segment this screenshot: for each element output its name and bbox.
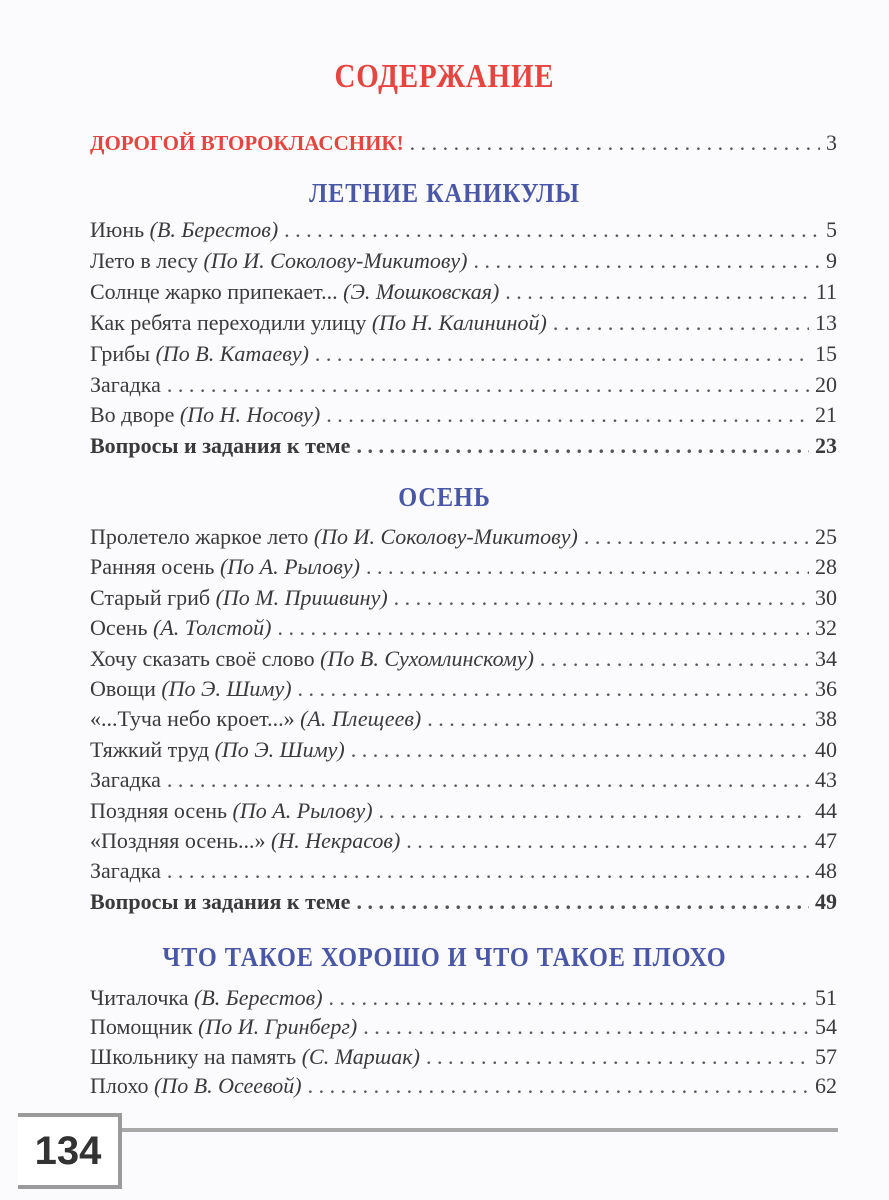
entry-title: Хочу сказать своё слово <box>90 645 315 671</box>
entry-author: (По А. Рылову) <box>232 797 373 823</box>
entry-author: (Н. Некрасов) <box>271 828 401 853</box>
entry-page: 15 <box>815 340 837 366</box>
dot-leader <box>426 1043 809 1071</box>
entry-page: 48 <box>815 858 837 884</box>
entry-author: (По Н. Калининой) <box>371 309 547 335</box>
dot-leader <box>356 432 809 460</box>
toc-entry <box>90 371 837 399</box>
toc-entry <box>90 247 837 275</box>
dot-leader <box>356 888 809 916</box>
entry-title: «Поздняя осень...» <box>90 828 266 853</box>
entry-title: Солнце жарко припекает... <box>90 278 338 304</box>
entry-page: 23 <box>815 433 837 459</box>
entry-title: Загадка <box>90 371 161 397</box>
entry-author: (По В. Катаеву) <box>155 340 309 366</box>
entry-page: 9 <box>826 247 837 273</box>
toc-entry <box>90 1072 837 1100</box>
entry-author: (По Н. Носову) <box>179 402 321 428</box>
entry-author: (По В. Сухомлинскому) <box>320 645 534 671</box>
entry-title: Июнь <box>90 217 145 242</box>
entry-author: (По И. Соколову-Микитову) <box>313 524 578 549</box>
entry-page: 40 <box>815 736 837 762</box>
dot-leader <box>379 797 809 825</box>
entry-title: Во дворе <box>90 402 175 428</box>
entry-title: Осень <box>90 615 148 641</box>
toc-entry <box>90 614 837 642</box>
entry-author: (С. Маршак) <box>301 1043 420 1069</box>
entry-page: 49 <box>815 888 837 914</box>
toc-entry <box>90 675 837 703</box>
entry-page: 36 <box>815 676 837 701</box>
entry-title: Вопросы и задания к теме <box>90 888 351 914</box>
entry-author: (В. Берестов) <box>194 985 323 1010</box>
toc-entry <box>90 736 837 764</box>
entry-author: (По Э. Шиму) <box>161 676 292 701</box>
entry-page: 3 <box>826 130 837 155</box>
entry-page: 34 <box>815 645 837 671</box>
entry-title: Читалочка <box>90 985 189 1010</box>
entry-page: 62 <box>815 1073 837 1099</box>
entry-page: 5 <box>826 217 837 242</box>
dot-leader <box>351 736 809 764</box>
entry-author: (По В. Осеевой) <box>153 1073 302 1099</box>
toc-entry <box>90 432 837 460</box>
toc-entry <box>90 309 837 337</box>
page-title: СОДЕРЖАНИЕ <box>334 58 555 95</box>
toc-entry <box>90 1013 837 1041</box>
entry-page: 57 <box>815 1043 837 1069</box>
dot-leader <box>284 216 820 244</box>
toc-entry <box>90 553 837 581</box>
entry-author: (По А. Рылову) <box>219 554 360 580</box>
entry-author: (Э. Мошковская) <box>343 278 500 304</box>
dot-leader <box>406 827 809 855</box>
entry-title: Старый гриб <box>90 584 211 610</box>
toc-entry <box>90 984 837 1012</box>
entry-page: 21 <box>815 402 837 428</box>
toc-entry <box>90 766 837 794</box>
dot-leader <box>329 984 809 1012</box>
entry-title: Пролетело жаркое лето <box>90 524 309 549</box>
toc-entry <box>90 584 837 612</box>
entry-title: Поздняя осень <box>90 797 228 823</box>
dot-leader <box>505 278 810 306</box>
dot-leader <box>315 340 809 368</box>
entry-title: Школьнику на память <box>90 1043 297 1069</box>
entry-page: 38 <box>815 706 837 732</box>
toc-entry <box>90 797 837 825</box>
dot-leader <box>167 371 809 399</box>
entry-page: 32 <box>815 615 837 641</box>
entry-title: Лето в лесу <box>90 247 199 273</box>
entry-title: Помощник <box>90 1014 193 1040</box>
entry-author: (По Э. Шиму) <box>214 736 345 762</box>
toc-entry <box>90 888 837 916</box>
entry-title: ДОРОГОЙ ВТОРОКЛАССНИК! <box>90 131 404 155</box>
dot-leader <box>553 309 809 337</box>
footer-rule <box>122 1128 838 1132</box>
toc-entry <box>90 278 837 306</box>
section-heading: ЛЕТНИЕ КАНИКУЛЫ <box>309 178 580 208</box>
entry-title: Грибы <box>90 340 151 366</box>
entry-title: Загадка <box>90 767 161 793</box>
dot-leader <box>278 614 810 642</box>
toc-entry <box>90 857 837 885</box>
toc-entry <box>90 1043 837 1071</box>
dot-leader <box>410 129 820 157</box>
entry-page: 47 <box>815 828 837 853</box>
entry-author: (По И. Соколову-Микитову) <box>203 247 468 273</box>
entry-title: Плохо <box>90 1073 149 1099</box>
toc-entry <box>90 340 837 368</box>
entry-title: Загадка <box>90 858 161 884</box>
section-heading: ЧТО ТАКОЕ ХОРОШО И ЧТО ТАКОЕ ПЛОХО <box>162 942 727 972</box>
entry-author: (А. Плещеев) <box>300 706 422 732</box>
dot-leader <box>540 645 809 673</box>
entry-page: 20 <box>815 371 837 397</box>
dot-leader <box>167 766 809 794</box>
dot-leader <box>427 705 809 733</box>
entry-page: 43 <box>815 767 837 793</box>
dot-leader <box>363 1013 809 1041</box>
dot-leader <box>394 584 809 612</box>
dot-leader <box>474 247 821 275</box>
entry-author: (По М. Пришвину) <box>215 584 388 610</box>
section-heading: ОСЕНЬ <box>398 482 491 512</box>
entry-title: Вопросы и задания к теме <box>90 433 351 459</box>
entry-title: Овощи <box>90 676 156 701</box>
toc-entry <box>90 401 837 429</box>
dot-leader <box>326 401 809 429</box>
entry-page: 13 <box>815 309 837 335</box>
toc-entry <box>90 827 837 855</box>
entry-author: (По И. Гринберг) <box>198 1014 358 1040</box>
entry-page: 51 <box>815 985 837 1010</box>
toc-entry <box>90 216 837 244</box>
dot-leader <box>167 857 809 885</box>
entry-page: 44 <box>815 797 837 823</box>
entry-title: Тяжкий труд <box>90 736 210 762</box>
entry-title: «...Туча небо кроет...» <box>90 706 295 732</box>
entry-page: 11 <box>815 278 837 304</box>
entry-page: 30 <box>815 584 837 610</box>
page-number: 134 <box>18 1113 122 1189</box>
entry-title: Как ребята переходили улицу <box>90 309 367 335</box>
entry-title: Ранняя осень <box>90 554 215 580</box>
dot-leader <box>366 553 809 581</box>
toc-entry <box>90 645 837 673</box>
dot-leader <box>584 523 809 551</box>
entry-page: 54 <box>815 1014 837 1040</box>
toc-entry-intro <box>90 129 837 157</box>
toc-entry <box>90 523 837 551</box>
dot-leader <box>298 675 809 703</box>
entry-page: 28 <box>815 554 837 580</box>
entry-page: 25 <box>815 524 837 549</box>
entry-author: (В. Берестов) <box>149 217 279 242</box>
dot-leader <box>308 1072 809 1100</box>
toc-entry <box>90 705 837 733</box>
entry-author: (А. Толстой) <box>153 615 272 641</box>
